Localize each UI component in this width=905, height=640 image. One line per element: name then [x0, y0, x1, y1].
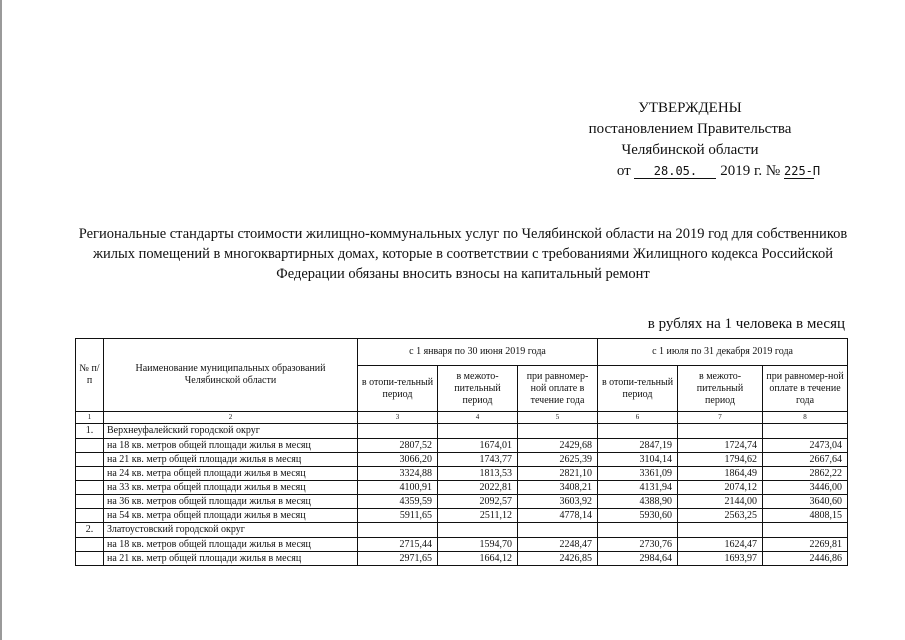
empty-cell — [76, 538, 104, 552]
value-cell: 4388,90 — [598, 495, 678, 509]
header-uniform-p1: при равномер-ной оплате в течение года — [518, 366, 598, 412]
value-cell: 2563,25 — [678, 509, 763, 523]
column-index: 1 — [76, 412, 104, 424]
empty-cell — [678, 424, 763, 439]
value-cell: 1813,53 — [438, 467, 518, 481]
value-cell: 2446,86 — [763, 552, 848, 566]
empty-cell — [763, 424, 848, 439]
empty-cell — [598, 523, 678, 538]
value-cell: 3104,14 — [598, 453, 678, 467]
empty-cell — [678, 523, 763, 538]
standards-table — [75, 338, 848, 566]
value-cell: 4808,15 — [763, 509, 848, 523]
column-index: 5 — [518, 412, 598, 424]
empty-cell — [598, 424, 678, 439]
value-cell: 2144,00 — [678, 495, 763, 509]
empty-cell — [76, 509, 104, 523]
value-cell: 2426,85 — [518, 552, 598, 566]
table-row — [76, 495, 848, 509]
value-cell: 2667,64 — [763, 453, 848, 467]
approval-line-2: Челябинской области — [621, 142, 759, 158]
value-cell: 2074,12 — [678, 481, 763, 495]
empty-cell — [438, 424, 518, 439]
header-uniform-p2: при равномер-ной оплате в течение года — [763, 366, 848, 412]
row-label: на 54 кв. метра общей площади жилья в месяц — [104, 509, 358, 523]
empty-cell — [76, 481, 104, 495]
empty-cell — [76, 495, 104, 509]
row-label: на 36 кв. метров общей площади жилья в месяц — [104, 495, 358, 509]
header-municipality: Наименование муниципальных образований Челябинской области — [104, 339, 358, 412]
value-cell: 5930,60 — [598, 509, 678, 523]
value-cell: 3324,88 — [358, 467, 438, 481]
value-cell: 4778,14 — [518, 509, 598, 523]
table-row — [76, 439, 848, 453]
date-prefix: от — [616, 163, 631, 179]
value-cell: 2821,10 — [518, 467, 598, 481]
header-number: № п/п — [76, 339, 104, 412]
value-cell: 2625,39 — [518, 453, 598, 467]
column-index: 2 — [104, 412, 358, 424]
value-cell: 2847,19 — [598, 439, 678, 453]
value-cell: 3408,21 — [518, 481, 598, 495]
header-heating-p2: в отопи-тельный период — [598, 366, 678, 412]
value-cell: 2269,81 — [763, 538, 848, 552]
date-suffix: 2019 г. № — [720, 163, 781, 179]
handwritten-number: 225-П — [784, 164, 821, 178]
column-index: 4 — [438, 412, 518, 424]
column-index: 8 — [763, 412, 848, 424]
value-cell: 1794,62 — [678, 453, 763, 467]
group-row — [76, 523, 848, 538]
table-row — [76, 538, 848, 552]
column-index: 3 — [358, 412, 438, 424]
header-interheating-p1: в межото-пительный период — [438, 366, 518, 412]
group-number: 1. — [76, 424, 104, 439]
value-cell: 2862,22 — [763, 467, 848, 481]
value-cell: 5911,65 — [358, 509, 438, 523]
row-label: на 18 кв. метров общей площади жилья в месяц — [104, 439, 358, 453]
value-cell: 1743,77 — [438, 453, 518, 467]
value-cell: 2429,68 — [518, 439, 598, 453]
value-cell: 1594,70 — [438, 538, 518, 552]
row-label: на 18 кв. метров общей площади жилья в месяц — [104, 538, 358, 552]
value-cell: 2730,76 — [598, 538, 678, 552]
value-cell: 1664,12 — [438, 552, 518, 566]
empty-cell — [438, 523, 518, 538]
value-cell: 2971,65 — [358, 552, 438, 566]
units-note: в рублях на 1 человека в месяц — [647, 316, 845, 332]
value-cell: 3446,00 — [763, 481, 848, 495]
header-interheating-p2: в межото-пительный период — [678, 366, 763, 412]
empty-cell — [76, 467, 104, 481]
empty-cell — [358, 424, 438, 439]
approval-line-1: постановлением Правительства — [588, 121, 792, 137]
value-cell: 2715,44 — [358, 538, 438, 552]
value-cell: 3361,09 — [598, 467, 678, 481]
row-label: на 24 кв. метра общей площади жилья в месяц — [104, 467, 358, 481]
scan-edge-line — [0, 0, 2, 640]
value-cell: 2511,12 — [438, 509, 518, 523]
approval-heading: УТВЕРЖДЕНЫ — [638, 100, 742, 116]
value-cell: 1674,01 — [438, 439, 518, 453]
header-period-2: с 1 июля по 31 декабря 2019 года — [598, 339, 848, 366]
handwritten-date: 28.05. — [634, 164, 716, 179]
table-row — [76, 509, 848, 523]
value-cell: 1693,97 — [678, 552, 763, 566]
header-period-1: с 1 января по 30 июня 2019 года — [358, 339, 598, 366]
group-name: Златоустовский городской округ — [104, 523, 358, 538]
column-index-row — [76, 412, 848, 424]
approval-block — [560, 98, 820, 182]
table-row — [76, 481, 848, 495]
value-cell: 4100,91 — [358, 481, 438, 495]
table-body — [76, 424, 848, 566]
header-heating-p1: в отопи-тельный период — [358, 366, 438, 412]
empty-cell — [358, 523, 438, 538]
value-cell: 2984,64 — [598, 552, 678, 566]
empty-cell — [518, 523, 598, 538]
value-cell: 2807,52 — [358, 439, 438, 453]
group-number: 2. — [76, 523, 104, 538]
value-cell: 4359,59 — [358, 495, 438, 509]
value-cell: 1624,47 — [678, 538, 763, 552]
group-name: Верхнеуфалейский городской округ — [104, 424, 358, 439]
value-cell: 3603,92 — [518, 495, 598, 509]
table-row — [76, 453, 848, 467]
column-index: 6 — [598, 412, 678, 424]
column-index: 7 — [678, 412, 763, 424]
value-cell: 2022,81 — [438, 481, 518, 495]
table-row — [76, 467, 848, 481]
value-cell: 2248,47 — [518, 538, 598, 552]
row-label: на 21 кв. метр общей площади жилья в месяц — [104, 552, 358, 566]
empty-cell — [76, 439, 104, 453]
empty-cell — [518, 424, 598, 439]
value-cell: 1724,74 — [678, 439, 763, 453]
value-cell: 1864,49 — [678, 467, 763, 481]
document-title: Региональные стандарты стоимости жилищно-коммунальных услуг по Челябинской области на 2019 год для собственников жилых помещений в многоквартирных домах, которые в соответствии с требованиями Жилищного кодекса Российской Федерации обязаны вносить взносы на капитальный ремонт — [78, 226, 848, 282]
group-row — [76, 424, 848, 439]
value-cell: 3640,60 — [763, 495, 848, 509]
value-cell: 3066,20 — [358, 453, 438, 467]
row-label: на 21 кв. метр общей площади жилья в месяц — [104, 453, 358, 467]
value-cell: 2092,57 — [438, 495, 518, 509]
table-row — [76, 552, 848, 566]
empty-cell — [763, 523, 848, 538]
empty-cell — [76, 552, 104, 566]
approval-date-line — [560, 161, 820, 182]
empty-cell — [76, 453, 104, 467]
value-cell: 4131,94 — [598, 481, 678, 495]
row-label: на 33 кв. метра общей площади жилья в месяц — [104, 481, 358, 495]
value-cell: 2473,04 — [763, 439, 848, 453]
